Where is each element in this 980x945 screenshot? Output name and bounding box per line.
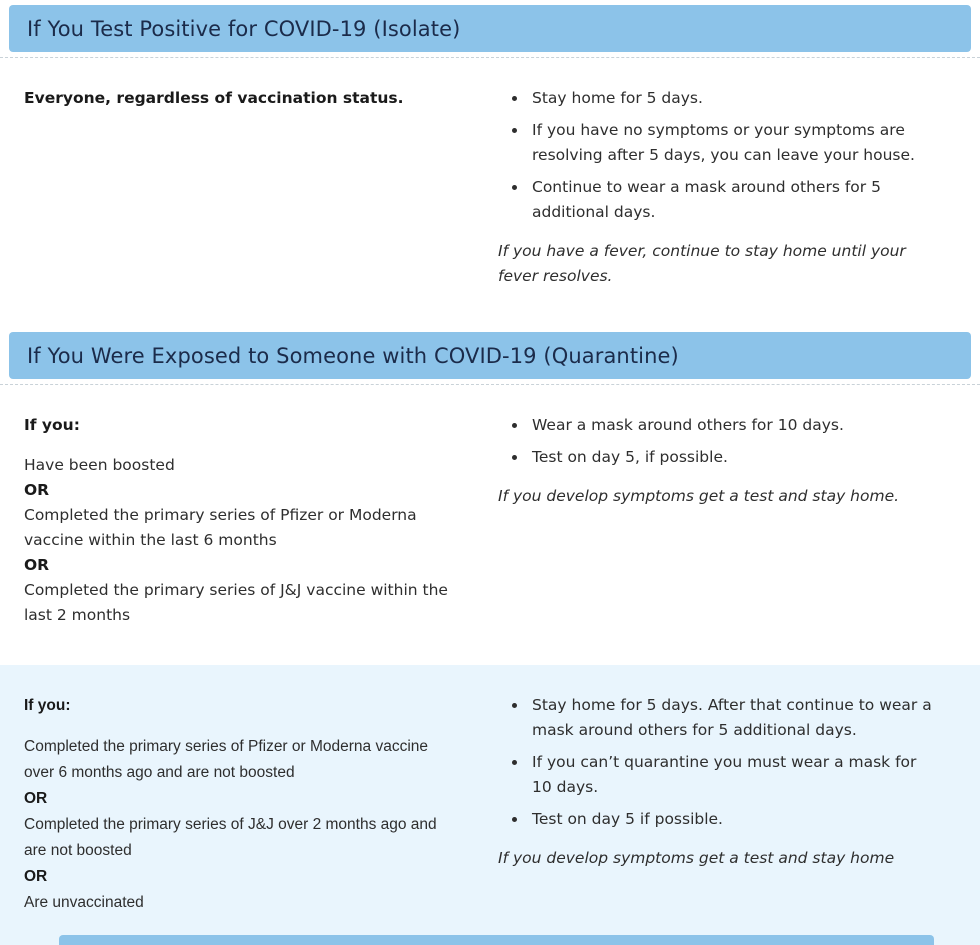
condition-line: Completed the primary series of J&J over 2 months ago and are not boosted [24, 816, 437, 859]
quarantine-boosted-who-lead: If you: [24, 416, 80, 434]
bullet-item: • Test on day 5, if possible. [528, 445, 935, 470]
quarantine-row-unboosted [0, 665, 980, 945]
bullet-item: • Stay home for 5 days. [528, 86, 935, 111]
quarantine-unboosted-who-lead: If you: [24, 697, 71, 714]
quarantine-row-boosted [0, 385, 980, 665]
condition-line: Completed the primary series of J&J vaccine within the last 2 months [24, 581, 448, 624]
quarantine-boosted-who-cell [0, 385, 498, 628]
quarantine-unboosted-note: If you develop symptoms get a test and stay home [498, 849, 895, 867]
condition-line: OR [24, 481, 50, 499]
condition-line: OR [24, 868, 48, 885]
isolate-who-lead: Everyone, regardless of vaccination status. [24, 89, 404, 107]
isolate-who-cell [0, 58, 498, 111]
quarantine-boosted-conditions [24, 453, 458, 628]
section-header-isolate [9, 5, 971, 52]
quarantine-unboosted-who-cell [0, 665, 498, 916]
quarantine-unboosted-conditions [24, 734, 458, 916]
next-section-header-peek [59, 935, 934, 945]
bullet-item: • If you have no symptoms or your symptoms are resolving after 5 days, you can leave your house. [528, 118, 935, 168]
quarantine-unboosted-do-cell [498, 665, 980, 871]
condition-line: OR [24, 556, 50, 574]
quarantine-unboosted-bullet-list [498, 693, 935, 832]
condition-line: OR [24, 790, 48, 807]
bullet-item: • Wear a mask around others for 10 days. [528, 413, 935, 438]
section-header-quarantine-title: If You Were Exposed to Someone with COVID-19 (Quarantine) [27, 343, 679, 368]
quarantine-boosted-do-cell [498, 385, 980, 509]
bullet-item: • Test on day 5 if possible. [528, 807, 935, 832]
condition-line: Completed the primary series of Pfizer or Moderna vaccine over 6 months ago and are not boosted [24, 738, 429, 781]
condition-line: Completed the primary series of Pfizer or Moderna vaccine within the last 6 months [24, 506, 417, 549]
bullet-item: • Continue to wear a mask around others for 5 additional days. [528, 175, 935, 225]
isolate-do-cell [498, 58, 980, 289]
section-header-quarantine [9, 332, 971, 379]
condition-line: Have been boosted [24, 456, 175, 474]
condition-line: Are unvaccinated [24, 894, 144, 911]
section-header-isolate-title: If You Test Positive for COVID-19 (Isolate) [27, 16, 461, 41]
bullet-item: • If you can’t quarantine you must wear a mask for 10 days. [528, 750, 935, 800]
quarantine-boosted-bullet-list [498, 413, 935, 470]
isolate-row [0, 58, 980, 327]
bullet-item: • Stay home for 5 days. After that continue to wear a mask around others for 5 additional days. [528, 693, 935, 743]
isolate-note: If you have a fever, continue to stay home until your fever resolves. [498, 242, 906, 285]
isolate-bullet-list [498, 86, 935, 225]
quarantine-boosted-note: If you develop symptoms get a test and stay home. [498, 487, 900, 505]
